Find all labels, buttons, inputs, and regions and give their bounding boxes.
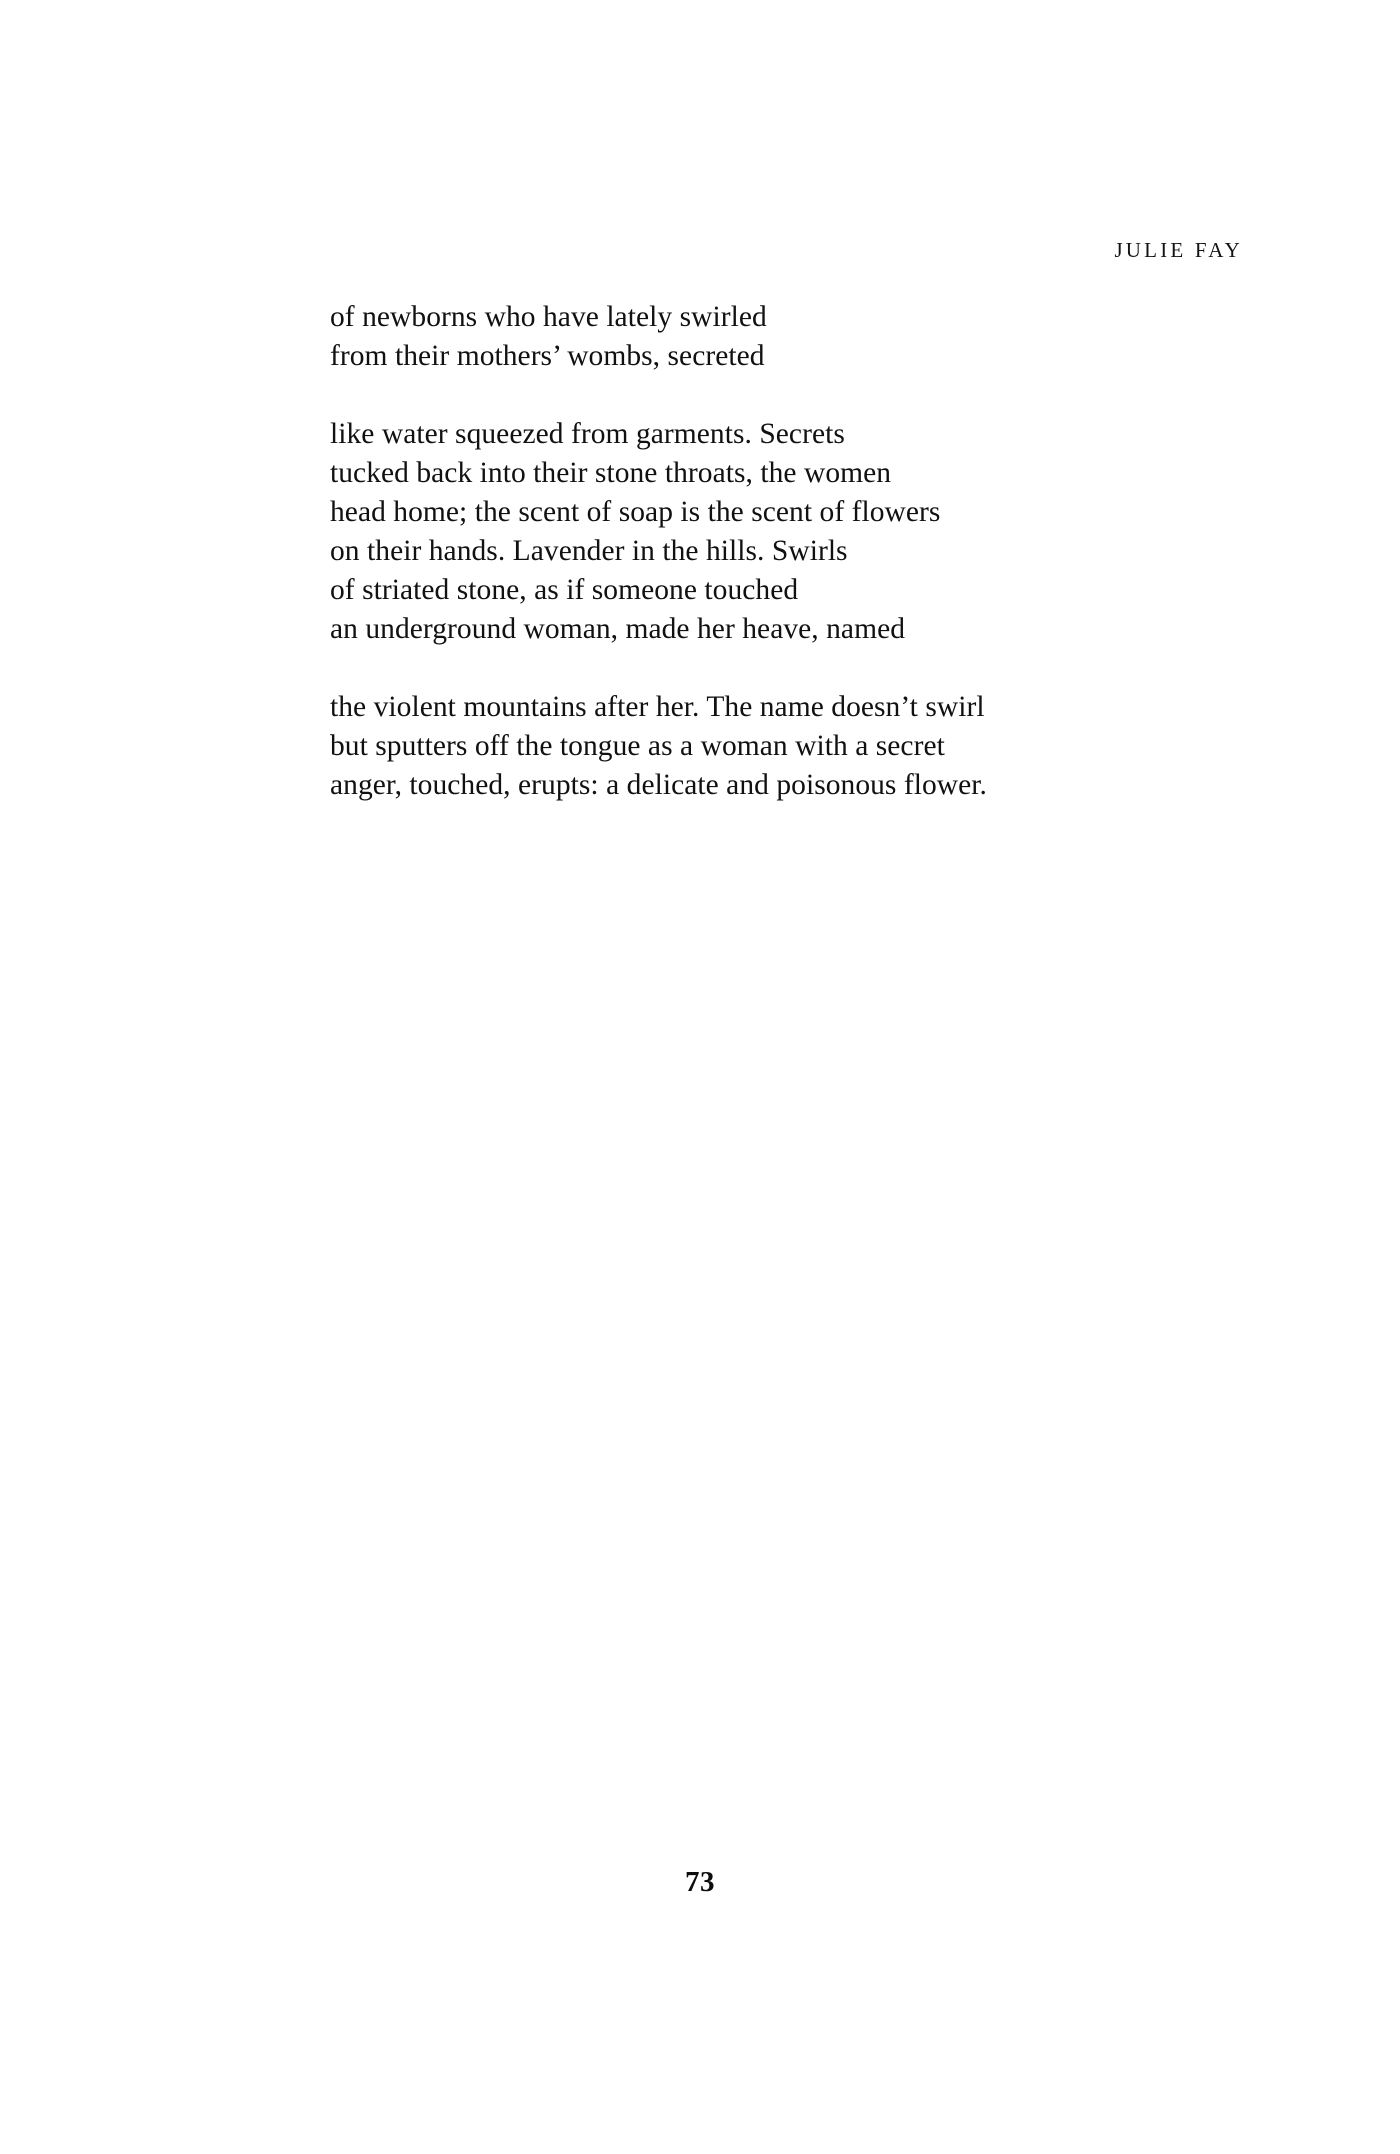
running-head: JULIE FAY xyxy=(1114,238,1243,262)
poem-line: an underground woman, made her heave, named xyxy=(330,613,906,645)
page-number: 73 xyxy=(685,1866,715,1898)
poem-body xyxy=(330,298,1230,805)
stanza xyxy=(330,298,1230,376)
poem-line: but sputters off the tongue as a woman with a secret xyxy=(330,730,945,762)
poem-line: anger, touched, erupts: a delicate and poisonous flower. xyxy=(330,769,987,801)
stanza xyxy=(330,688,1230,805)
poem-line: of newborns who have lately swirled xyxy=(330,301,767,333)
poem-line: head home; the scent of soap is the scent of flowers xyxy=(330,496,941,528)
poem-line: tucked back into their stone throats, the women xyxy=(330,457,892,489)
poem-line: of striated stone, as if someone touched xyxy=(330,574,799,606)
poem-line: the violent mountains after her. The name doesn’t swirl xyxy=(330,691,985,723)
stanza xyxy=(330,415,1230,649)
poem-line: from their mothers’ wombs, secreted xyxy=(330,340,765,372)
poem-line: like water squeezed from garments. Secrets xyxy=(330,418,845,450)
poem-line: on their hands. Lavender in the hills. Swirls xyxy=(330,535,848,567)
